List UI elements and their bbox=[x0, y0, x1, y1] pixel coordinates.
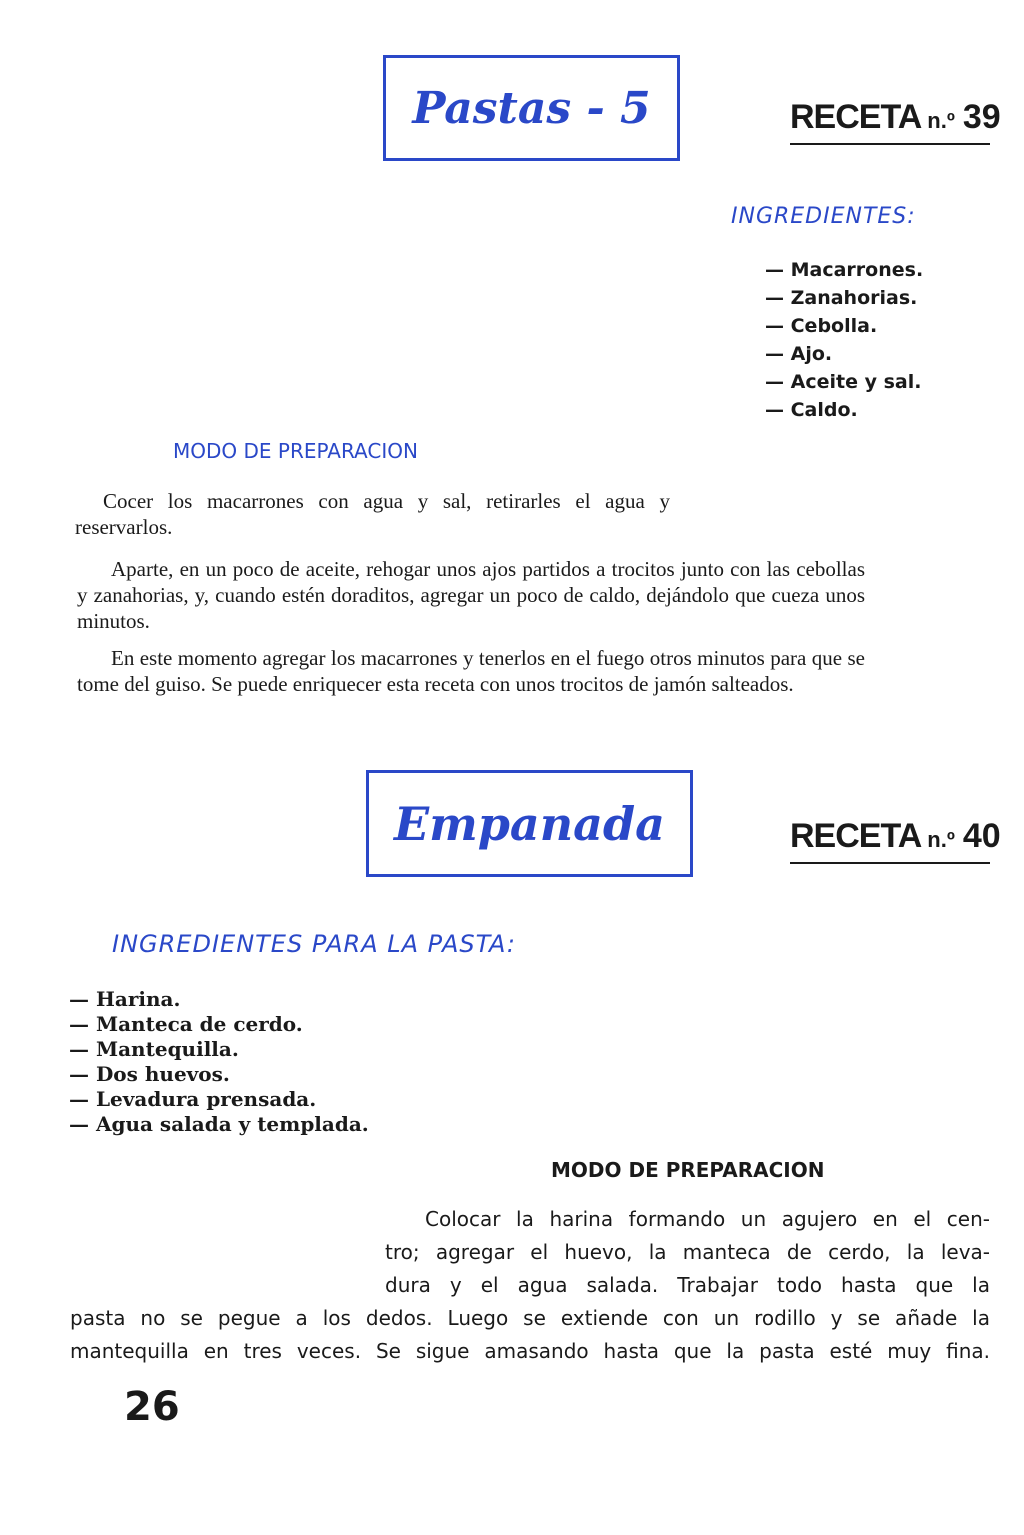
recipe-39-paragraph: Cocer los macarrones con agua y sal, retirarles el agua y reservarlos. bbox=[75, 489, 670, 539]
receta-number: 40 bbox=[962, 817, 1001, 855]
recipe-40-number-heading bbox=[790, 817, 1001, 864]
page-number: 26 bbox=[124, 1384, 180, 1430]
recipe-39-method-heading: MODO DE PREPARACION bbox=[173, 439, 418, 463]
ingredient-item: — Caldo. bbox=[765, 399, 858, 421]
receta-label: RECETA bbox=[790, 817, 922, 855]
ingredient-item: — Dos huevos. bbox=[69, 1062, 230, 1086]
recipe-40-title-text: Empanada bbox=[394, 796, 665, 851]
recipe-40-ingredients-heading: INGREDIENTES PARA LA PASTA: bbox=[112, 930, 517, 958]
receta-label: RECETA bbox=[790, 98, 922, 136]
recipe-40-method-line: pasta no se pegue a los dedos. Luego se extiende con un rodillo y se añade la bbox=[70, 1306, 990, 1330]
ingredient-item: — Macarrones. bbox=[765, 259, 924, 281]
receta-number: 39 bbox=[962, 98, 1001, 136]
recipe-40-method-line: mantequilla en tres veces. Se sigue amasando hasta que la pasta esté muy fina. bbox=[70, 1339, 990, 1363]
ingredient-item: — Manteca de cerdo. bbox=[69, 1012, 303, 1036]
recipe-39-number-heading bbox=[790, 98, 1001, 145]
recipe-39-ingredients-heading: INGREDIENTES: bbox=[731, 204, 916, 229]
recipe-39-paragraph: En este momento agregar los macarrones y tenerlos en el fuego otros minutos para que se tome del guiso. Se puede enriquecer esta receta con unos trocitos de jamón salteados. bbox=[77, 646, 865, 696]
recipe-39-title-text: Pastas - 5 bbox=[412, 82, 651, 134]
recipe-39-ingredients-list bbox=[765, 256, 923, 424]
ingredient-item: — Mantequilla. bbox=[69, 1037, 239, 1061]
ingredient-item: — Harina. bbox=[69, 987, 181, 1011]
ingredient-item: — Zanahorias. bbox=[765, 287, 918, 309]
recipe-40-method-heading: MODO DE PREPARACION bbox=[551, 1158, 825, 1182]
receta-sup: n.º bbox=[927, 827, 955, 852]
ingredient-item: — Agua salada y templada. bbox=[69, 1112, 369, 1136]
recipe-40-method-line: dura y el agua salada. Trabajar todo hasta que la bbox=[385, 1273, 990, 1297]
recipe-40-method-line: Colocar la harina formando un agujero en el cen- bbox=[425, 1207, 990, 1231]
receta-sup: n.º bbox=[927, 108, 955, 133]
ingredient-item: — Ajo. bbox=[765, 343, 833, 365]
recipe-40-ingredients-list bbox=[69, 987, 369, 1137]
recipe-40-method-line: tro; agregar el huevo, la manteca de cerdo, la leva- bbox=[385, 1240, 990, 1264]
ingredient-item: — Levadura prensada. bbox=[69, 1087, 317, 1111]
ingredient-item: — Cebolla. bbox=[765, 315, 878, 337]
recipe-40-title bbox=[366, 770, 693, 877]
recipe-39-title bbox=[383, 55, 680, 161]
ingredient-item: — Aceite y sal. bbox=[765, 371, 922, 393]
recipe-39-paragraph: Aparte, en un poco de aceite, rehogar unos ajos partidos a trocitos junto con las cebollas y zanahorias, y, cuando estén doraditos, agregar un poco de caldo, dejándolo que cueza unos minutos. bbox=[77, 557, 865, 633]
